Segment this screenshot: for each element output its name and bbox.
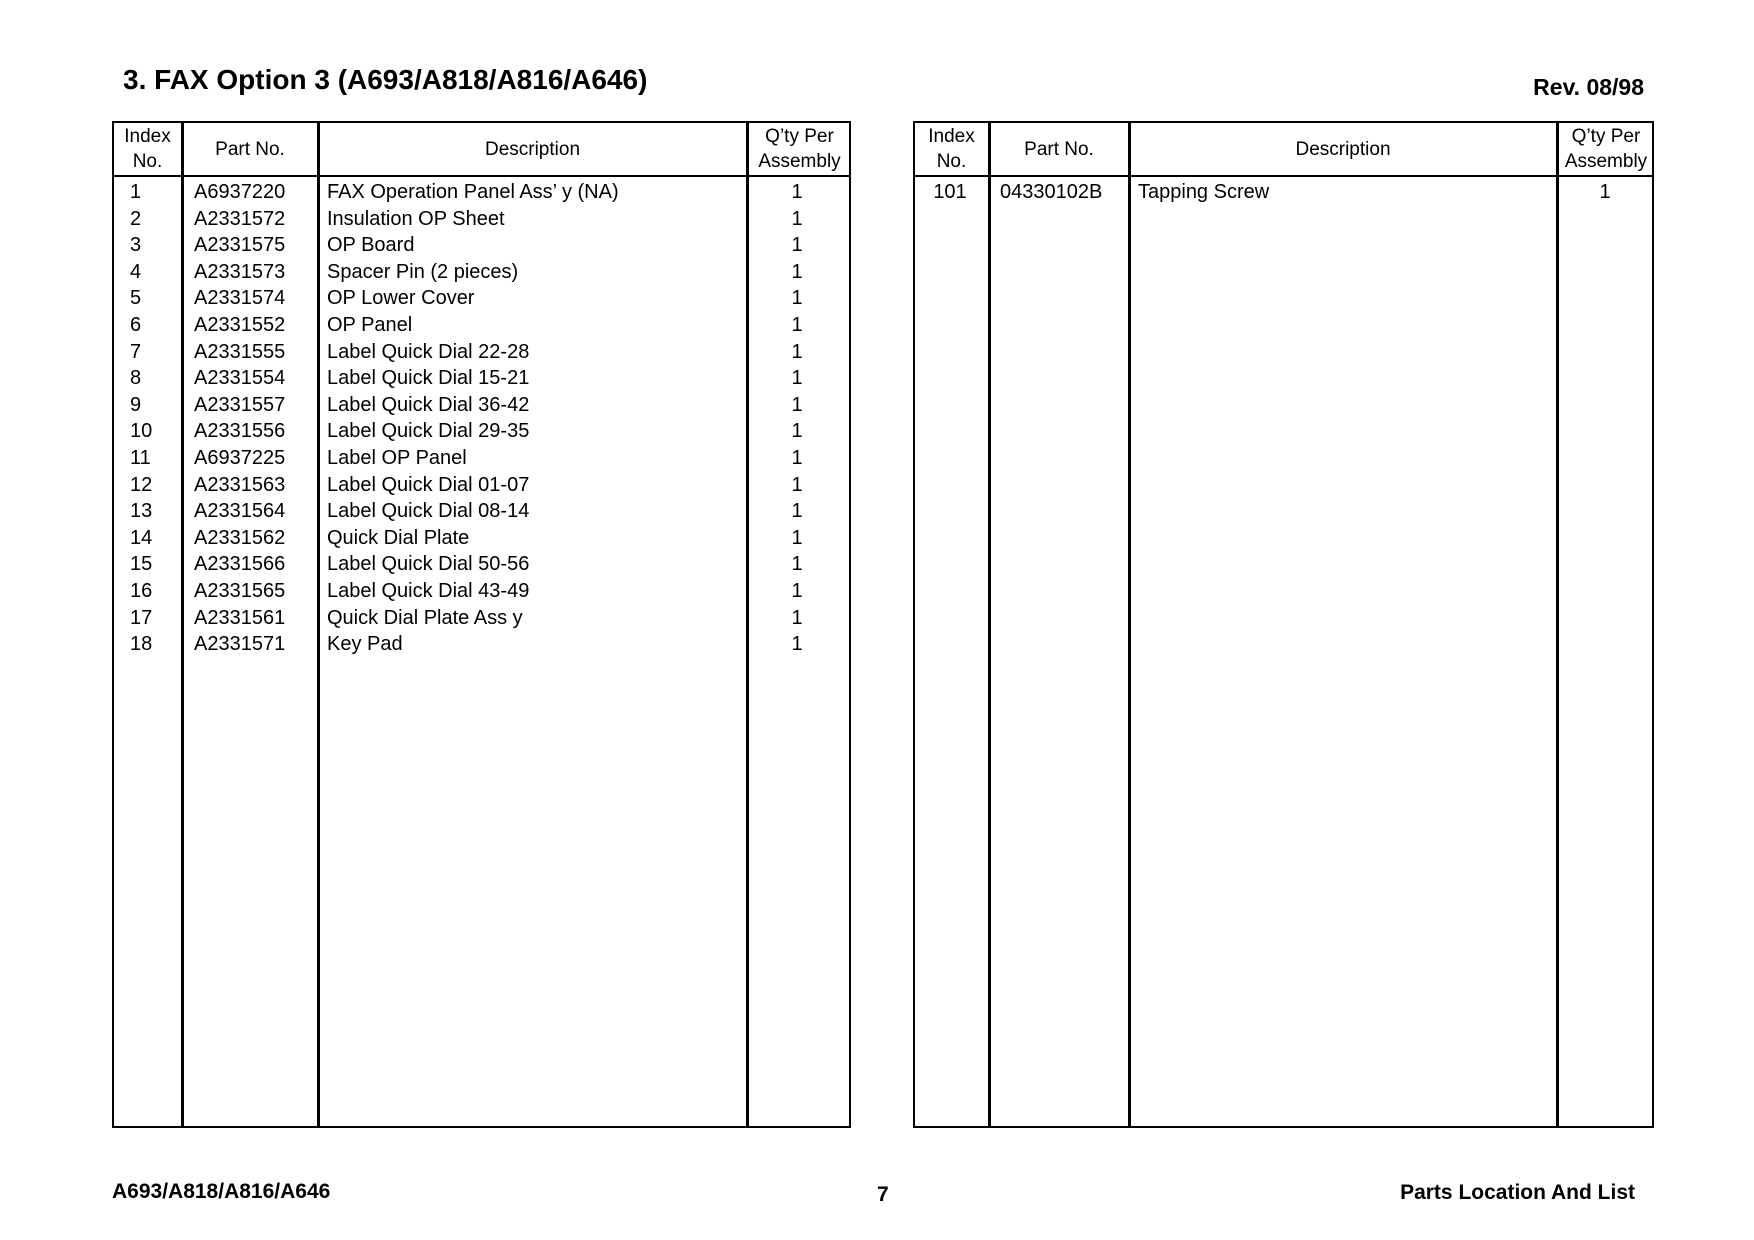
table-row — [114, 551, 849, 577]
cell-index: 11 — [130, 447, 151, 469]
table-row — [114, 498, 849, 524]
cell-part-no: A2331575 — [194, 234, 286, 257]
table-row — [915, 179, 1652, 205]
header-qty-line2: Assembly — [758, 151, 841, 172]
cell-index: 8 — [130, 367, 142, 390]
cell-description: Key Pad — [327, 633, 403, 656]
column-divider — [1556, 123, 1559, 1126]
cell-qty: 1 — [791, 420, 803, 443]
cell-description: Tapping Screw — [1138, 181, 1270, 203]
cell-index: 15 — [130, 553, 153, 576]
header-qty-line1: Q’ty Per — [1571, 126, 1641, 147]
table-row — [114, 631, 849, 657]
table-row — [114, 285, 849, 311]
cell-part-no: A2331571 — [194, 633, 286, 656]
cell-part-no: A2331566 — [194, 553, 286, 576]
cell-part-no: A2331563 — [194, 473, 286, 496]
cell-part-no: A2331573 — [194, 260, 286, 283]
column-divider — [1128, 123, 1131, 1126]
table-row — [114, 392, 849, 418]
revision-label: Rev. 08/98 — [1533, 74, 1644, 100]
cell-index: 5 — [130, 287, 142, 310]
cell-index: 12 — [130, 473, 153, 496]
cell-part-no: A2331552 — [194, 314, 286, 336]
cell-index: 6 — [130, 314, 142, 336]
cell-part-no: A2331555 — [194, 340, 286, 363]
cell-index: 4 — [130, 260, 142, 283]
table-row — [114, 179, 849, 205]
cell-qty: 1 — [791, 260, 803, 283]
header-qty-line2: Assembly — [1564, 151, 1648, 172]
cell-qty: 1 — [791, 393, 803, 416]
cell-part-no: A2331556 — [194, 420, 286, 443]
cell-description: Label Quick Dial 50-56 — [327, 553, 530, 576]
cell-index: 13 — [130, 500, 153, 523]
table-row — [114, 605, 849, 631]
table-row — [114, 578, 849, 604]
cell-part-no: A2331564 — [194, 500, 286, 523]
cell-index: 17 — [130, 606, 153, 629]
cell-description: Insulation OP Sheet — [327, 207, 505, 230]
header-index — [915, 123, 988, 175]
cell-part-no: A2331565 — [194, 580, 286, 602]
header-part-no-label: Part No. — [1024, 138, 1094, 160]
cell-index: 1 — [130, 181, 142, 203]
cell-index: 7 — [130, 340, 142, 363]
cell-description: Label Quick Dial 36-42 — [327, 393, 530, 416]
cell-index: 18 — [130, 633, 153, 656]
cell-index: 14 — [130, 526, 153, 549]
footer-section: Parts Location And List — [1400, 1181, 1635, 1204]
cell-part-no: A6937225 — [194, 447, 286, 469]
header-description-label: Description — [484, 138, 581, 160]
header-description — [319, 123, 746, 175]
cell-description: Quick Dial Plate — [327, 526, 470, 549]
cell-part-no: A2331574 — [194, 287, 286, 310]
cell-part-no: A2331557 — [194, 393, 286, 416]
table-row — [114, 525, 849, 551]
cell-description: OP Board — [327, 234, 415, 257]
header-index — [114, 123, 181, 175]
cell-description: OP Panel — [327, 314, 413, 336]
table-row — [114, 232, 849, 258]
cell-qty: 1 — [791, 314, 803, 336]
header-part-no — [183, 123, 317, 175]
cell-index: 2 — [130, 207, 142, 230]
cell-qty: 1 — [791, 526, 803, 549]
column-divider — [988, 123, 991, 1126]
cell-part-no: A2331561 — [194, 606, 286, 629]
table-row — [114, 418, 849, 444]
cell-part-no: A2331572 — [194, 207, 286, 230]
cell-description: Spacer Pin (2 pieces) — [327, 260, 519, 283]
cell-qty: 1 — [791, 207, 803, 230]
cell-part-no: A6937220 — [194, 181, 286, 203]
cell-part-no: 04330102B — [1000, 181, 1103, 203]
header-index-line1: Index — [124, 126, 171, 147]
cell-qty: 1 — [791, 553, 803, 576]
cell-description: Label Quick Dial 01-07 — [327, 473, 530, 496]
header-description — [1130, 123, 1556, 175]
cell-index: 16 — [130, 580, 153, 602]
cell-index: 10 — [130, 420, 153, 443]
header-divider — [915, 175, 1652, 177]
table-row — [114, 365, 849, 391]
table-row — [114, 206, 849, 232]
parts-table-left — [112, 121, 851, 1128]
header-part-no-label: Part No. — [215, 138, 285, 160]
header-part-no — [990, 123, 1128, 175]
cell-description: Label OP Panel — [327, 447, 467, 469]
cell-qty: 1 — [791, 473, 803, 496]
cell-index: 3 — [130, 234, 142, 257]
cell-description: Label Quick Dial 22-28 — [327, 340, 530, 363]
cell-qty: 1 — [791, 234, 803, 257]
footer-page-number: 7 — [877, 1183, 889, 1206]
header-index-line2: No. — [936, 151, 967, 172]
cell-qty: 1 — [791, 500, 803, 523]
cell-part-no: A2331554 — [194, 367, 286, 390]
cell-qty: 1 — [791, 633, 803, 656]
cell-description: Quick Dial Plate Ass y — [327, 606, 523, 629]
cell-description: Label Quick Dial 15-21 — [327, 367, 530, 390]
parts-table-right — [913, 121, 1654, 1128]
table-row — [114, 339, 849, 365]
footer-model: A693/A818/A816/A646 — [112, 1180, 331, 1203]
cell-description: FAX Operation Panel Ass’ y (NA) — [327, 181, 619, 203]
header-index-line2: No. — [132, 151, 163, 172]
table-row — [114, 445, 849, 471]
cell-description: Label Quick Dial 43-49 — [327, 580, 530, 602]
page-title: 3. FAX Option 3 (A693/A818/A816/A646) — [123, 64, 648, 95]
table-row — [114, 472, 849, 498]
header-qty — [748, 123, 851, 175]
cell-qty: 1 — [791, 580, 803, 602]
cell-description: Label Quick Dial 08-14 — [327, 500, 530, 523]
cell-qty: 1 — [791, 287, 803, 310]
cell-qty: 1 — [791, 367, 803, 390]
cell-qty: 1 — [791, 447, 803, 469]
header-index-line1: Index — [928, 126, 975, 147]
cell-index: 101 — [933, 181, 967, 203]
cell-description: Label Quick Dial 29-35 — [327, 420, 530, 443]
table-row — [114, 312, 849, 338]
cell-qty: 1 — [791, 340, 803, 363]
cell-part-no: A2331562 — [194, 526, 286, 549]
table-row — [114, 259, 849, 285]
header-qty-line1: Q’ty Per — [765, 126, 834, 147]
cell-qty: 1 — [791, 181, 803, 203]
header-description-label: Description — [1295, 138, 1391, 160]
cell-qty: 1 — [791, 606, 803, 629]
header-qty — [1558, 123, 1654, 175]
cell-description: OP Lower Cover — [327, 287, 475, 310]
cell-qty: 1 — [1599, 181, 1611, 203]
header-divider — [114, 175, 849, 177]
cell-index: 9 — [130, 393, 142, 416]
